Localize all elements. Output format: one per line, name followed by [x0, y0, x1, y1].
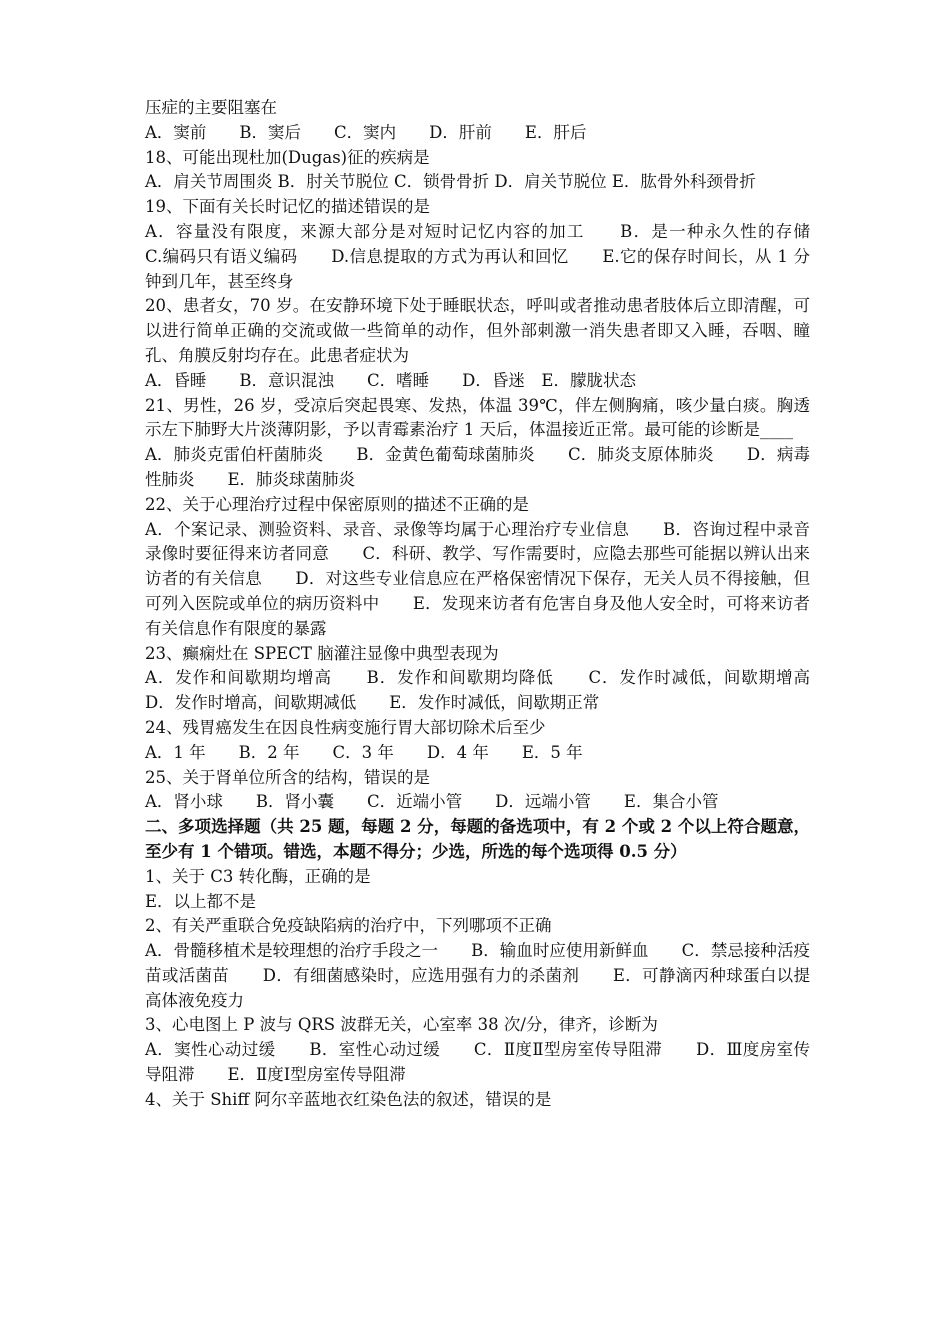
text-paragraph: 22、关于心理治疗过程中保密原则的描述不正确的是 — [145, 494, 529, 514]
text-paragraph: A．肾小球 B．肾小囊 C．近端小管 D．远端小管 E．集合小管 — [145, 792, 719, 812]
text-paragraph: A．肺炎克雷伯杆菌肺炎 B．金黄色葡萄球菌肺炎 C．肺炎支原体肺炎 D．病毒性肺炎 E．肺炎球菌肺炎 — [145, 445, 810, 489]
text-paragraph: A．骨髓移植术是较理想的治疗手段之一 B．输血时应使用新鲜血 C．禁忌接种活疫苗或活菌苗 D．有细菌感染时，应选用强有力的杀菌剂 E．可静滴丙种球蛋白以提高体液免疫力 — [145, 941, 810, 1010]
text-paragraph: A．窦前 B．窦后 C．窦内 D．肝前 E．肝后 — [145, 122, 587, 142]
text-paragraph: 2、有关严重联合免疫缺陷病的治疗中，下列哪项不正确 — [145, 916, 552, 936]
text-paragraph: A．容量没有限度，来源大部分是对短时记忆内容的加工 B．是一种永久性的存储 C.编码只有语义编码 D.信息提取的方式为再认和回忆 E.它的保存时间长，从 1 分钟到几年，甚至终身 — [145, 221, 843, 291]
document-page — [145, 96, 843, 1113]
text-paragraph: 1、关于 C3 转化酶，正确的是 — [145, 866, 371, 886]
text-paragraph: 3、心电图上 P 波与 QRS 波群无关，心室率 38 次/分，律齐，诊断为 — [145, 1015, 658, 1035]
text-paragraph: A．发作和间歇期均增高 B．发作和间歇期均降低 C．发作时减低，间歇期增高 D．发作时增高，间歇期减低 E．发作时减低，间歇期正常 — [145, 668, 843, 713]
text-paragraph: A．昏睡 B．意识混浊 C．嗜睡 D．昏迷 E．朦胧状态 — [145, 370, 636, 390]
text-paragraph: 4、关于 Shiff 阿尔辛蓝地衣红染色法的叙述，错误的是 — [145, 1089, 552, 1109]
text-paragraph: 19、下面有关长时记忆的描述错误的是 — [145, 197, 430, 217]
text-paragraph: 20、患者女，70 岁。在安静环境下处于睡眠状态，呼叫或者推动患者肢体后立即清醒，可以进行简单正确的交流或做一些简单的动作，但外部刺激一消失患者即又入睡，吞咽、瞳孔、角膜反射均存在。此患者症状为 — [145, 296, 810, 365]
text-paragraph: 18、可能出现杜加(Dugas)征的疾病是 — [145, 147, 430, 167]
text-paragraph: A．1 年 B．2 年 C．3 年 D．4 年 E．5 年 — [145, 742, 583, 762]
text-paragraph: 23、癫痫灶在 SPECT 脑灌注显像中典型表现为 — [145, 643, 499, 663]
text-paragraph: A．肩关节周围炎 B．肘关节脱位 C．锁骨骨折 D．肩关节脱位 E．肱骨外科颈骨折 — [145, 172, 756, 192]
text-paragraph: 25、关于肾单位所含的结构，错误的是 — [145, 767, 430, 787]
text-paragraph: 压症的主要阻塞在 — [145, 98, 277, 117]
text-paragraph: 21、男性，26 岁，受凉后突起畏寒、发热，体温 39℃，伴左侧胸痛，咳少量白痰。胸透示左下肺野大片淡薄阴影，予以青霉素治疗 1 天后，体温接近正常。最可能的诊断是____ — [145, 395, 810, 440]
text-paragraph: E．以上都不是 — [145, 891, 257, 911]
text-paragraph: A．个案记录、测验资料、录音、录像等均属于心理治疗专业信息 B．咨询过程中录音录像时要征得来访者同意 C．科研、教学、写作需要时，应隐去那些可能据以辨认出来访者的有关信息 D．对这些专业信息应在严格保密情况下保存，无关人员不得接触，但可列入医院或单位的病历资料中 E．发现来访者有危害自身及他人安全时，可将来访者有关信息作有限度的暴露 — [145, 519, 810, 638]
text-paragraph: A．窦性心动过缓 B．室性心动过缓 C．Ⅱ度Ⅱ型房室传导阻滞 D．Ⅲ度房室传导阻滞 E．Ⅱ度Ⅰ型房室传导阻滞 — [145, 1040, 810, 1085]
text-paragraph: 24、残胃癌发生在因良性病变施行胃大部切除术后至少 — [145, 717, 546, 737]
section-heading: 二、多项选择题（共 25 题，每题 2 分，每题的备选项中，有 2 个或 2 个以上符合题意，至少有 1 个错项。错选，本题不得分；少选，所选的每个选项得 0.5 分） — [145, 817, 810, 861]
